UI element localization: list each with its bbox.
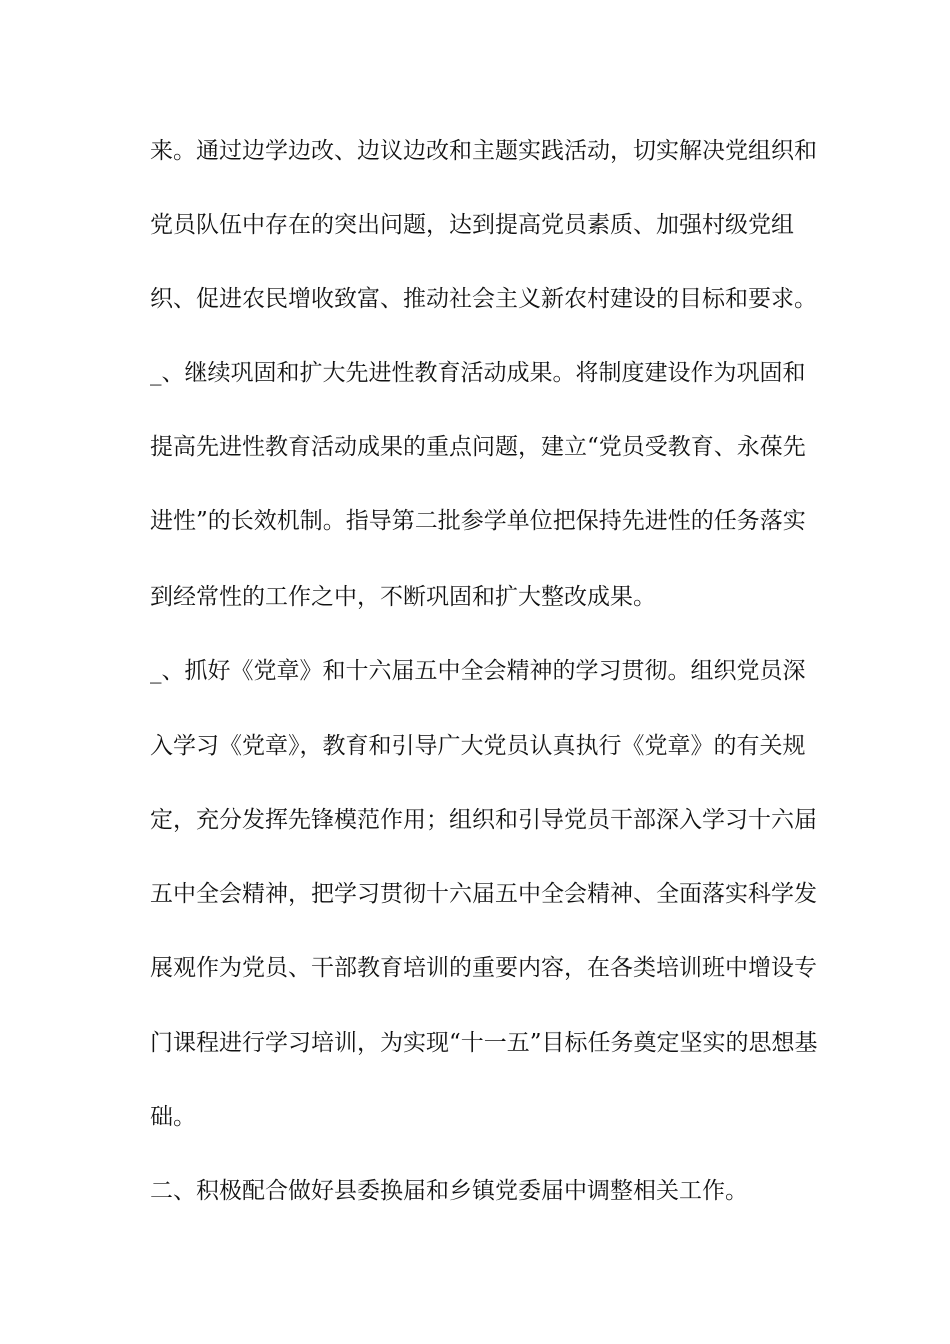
text-line: _、继续巩固和扩大先进性教育活动成果。将制度建设作为巩固和 xyxy=(150,360,806,386)
text-line: 础。 xyxy=(150,1104,196,1130)
text-line: 定，充分发挥先锋模范作用；组织和引导党员干部深入学习十六届 xyxy=(150,807,817,833)
text-line: 提高先进性教育活动成果的重点问题，建立“党员受教育、永葆先 xyxy=(150,434,806,460)
text-line: 门课程进行学习培训，为实现“十一五”目标任务奠定坚实的思想基 xyxy=(150,1030,818,1056)
text-line: 进性”的长效机制。指导第二批参学单位把保持先进性的任务落实 xyxy=(150,508,806,534)
text-line: 党员队伍中存在的突出问题，达到提高党员素质、加强村级党组 xyxy=(150,212,794,238)
text-line: 展观作为党员、干部教育培训的重要内容，在各类培训班中增设专 xyxy=(150,955,817,981)
text-line: 到经常性的工作之中，不断巩固和扩大整改成果。 xyxy=(150,584,656,610)
text-line: 织、促进农民增收致富、推动社会主义新农村建设的目标和要求。 xyxy=(150,286,817,312)
text-line: 入学习《党章》，教育和引导广大党员认真执行《党章》的有关规 xyxy=(150,733,806,759)
text-line: 二、积极配合做好县委换届和乡镇党委届中调整相关工作。 xyxy=(150,1178,748,1204)
text-line: _、抓好《党章》和十六届五中全会精神的学习贯彻。组织党员深 xyxy=(150,658,806,684)
text-line: 来。通过边学边改、边议边改和主题实践活动，切实解决党组织和 xyxy=(150,138,817,164)
text-line: 五中全会精神，把学习贯彻十六届五中全会精神、全面落实科学发 xyxy=(150,881,817,907)
